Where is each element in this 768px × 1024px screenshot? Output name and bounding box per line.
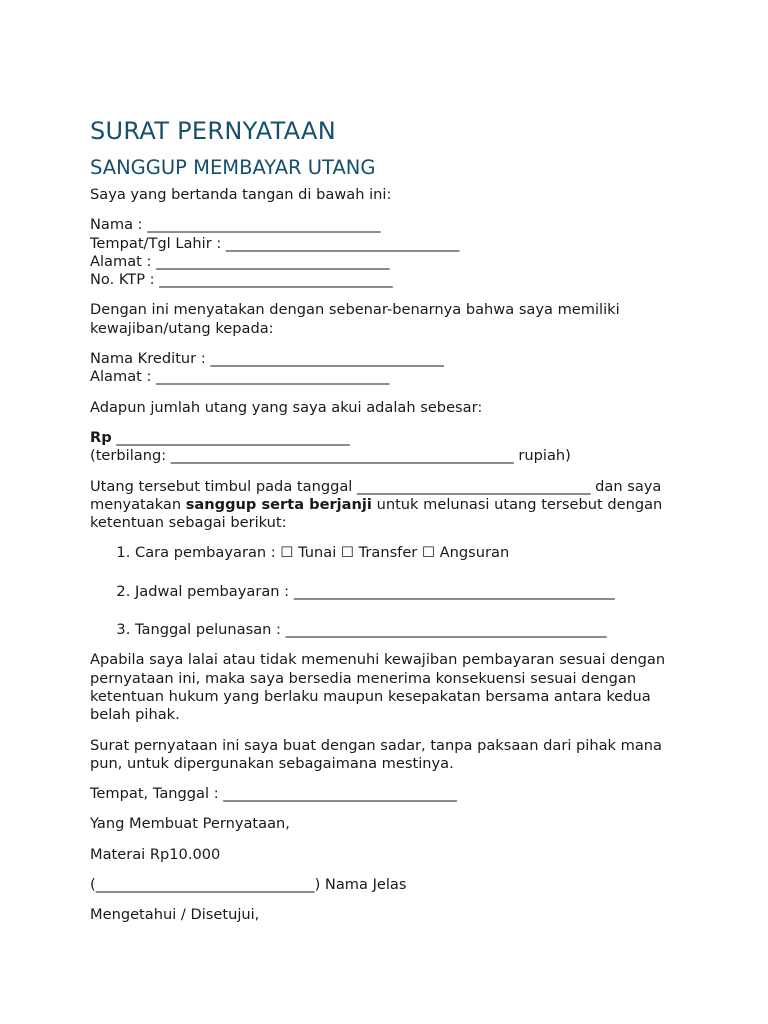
field-nama: Nama : ________________________________ [90,216,381,234]
signature-name-line: (______________________________) Nama Jelas [90,876,407,894]
amount-intro-text: Adapun jumlah utang yang saya akui adalah sebesar: [90,398,483,416]
field-nama-kreditur: Nama Kreditur : ________________________________ [90,350,444,368]
document-subtitle: SANGGUP MEMBAYAR UTANG [90,156,376,179]
term-payment-method: 1. Cara pembayaran : ☐ Tunai ☐ Transfer ☐ Angsuran [135,544,680,562]
field-no-ktp: No. KTP : ________________________________ [90,271,393,289]
field-alamat-kreditur: Alamat : ________________________________ [90,368,390,386]
term-payment-schedule: 2. Jadwal pembayaran : ____________________________________________ [135,583,680,601]
debt-origin-part2: untuk melunasi utang tersebut dengan ketentuan sebagai berikut: [90,495,663,532]
rp-label: Rp [90,428,112,446]
signer-label: Yang Membuat Pernyataan, [90,815,290,833]
creditor-fields [90,350,680,387]
statement-text: Dengan ini menyatakan dengan sebenar-benarnya bahwa saya memiliki kewajiban/utang kepada: [90,301,620,337]
debt-origin-text [90,478,680,533]
acknowledged-label: Mengetahui / Disetujui, [90,906,260,924]
field-tempat-tgl-lahir: Tempat/Tgl Lahir : ________________________________ [90,234,460,252]
debt-origin-part1: Utang tersebut timbul pada tanggal ________________________________ dan saya menyatakan [90,477,662,513]
debt-origin-bold: sanggup serta berjanji [185,495,372,513]
intro-text: Saya yang bertanda tangan di bawah ini: [90,186,392,203]
terms-list [90,544,680,639]
field-alamat: Alamat : ________________________________ [90,252,390,270]
rp-blank: ________________________________ [111,428,350,446]
stamp-label: Materai Rp10.000 [90,845,221,863]
identity-fields [90,216,680,289]
consequence-text: Apabila saya lalai atau tidak memenuhi kewajiban pembayaran sesuai dengan pernyataan ini, maka saya bersedia menerima konsekuensi sesuai dengan ketentuan hukum yang berlaku maupun kesepakatan bersama antara kedua belah pihak. [90,651,666,724]
document-body [90,115,680,925]
field-terbilang: (terbilang: _______________________________________________ rupiah) [90,447,571,465]
field-rupiah [90,429,680,447]
document-title: SURAT PERNYATAAN [90,117,337,145]
closing-text: Surat pernyataan ini saya buat dengan sadar, tanpa paksaan dari pihak mana pun, untuk dipergunakan sebagaimana mestinya. [90,736,662,772]
term-settlement-date: 3. Tanggal pelunasan : ____________________________________________ [135,621,680,639]
amount-fields [90,429,680,466]
place-date-field: Tempat, Tanggal : ________________________________ [90,785,457,803]
